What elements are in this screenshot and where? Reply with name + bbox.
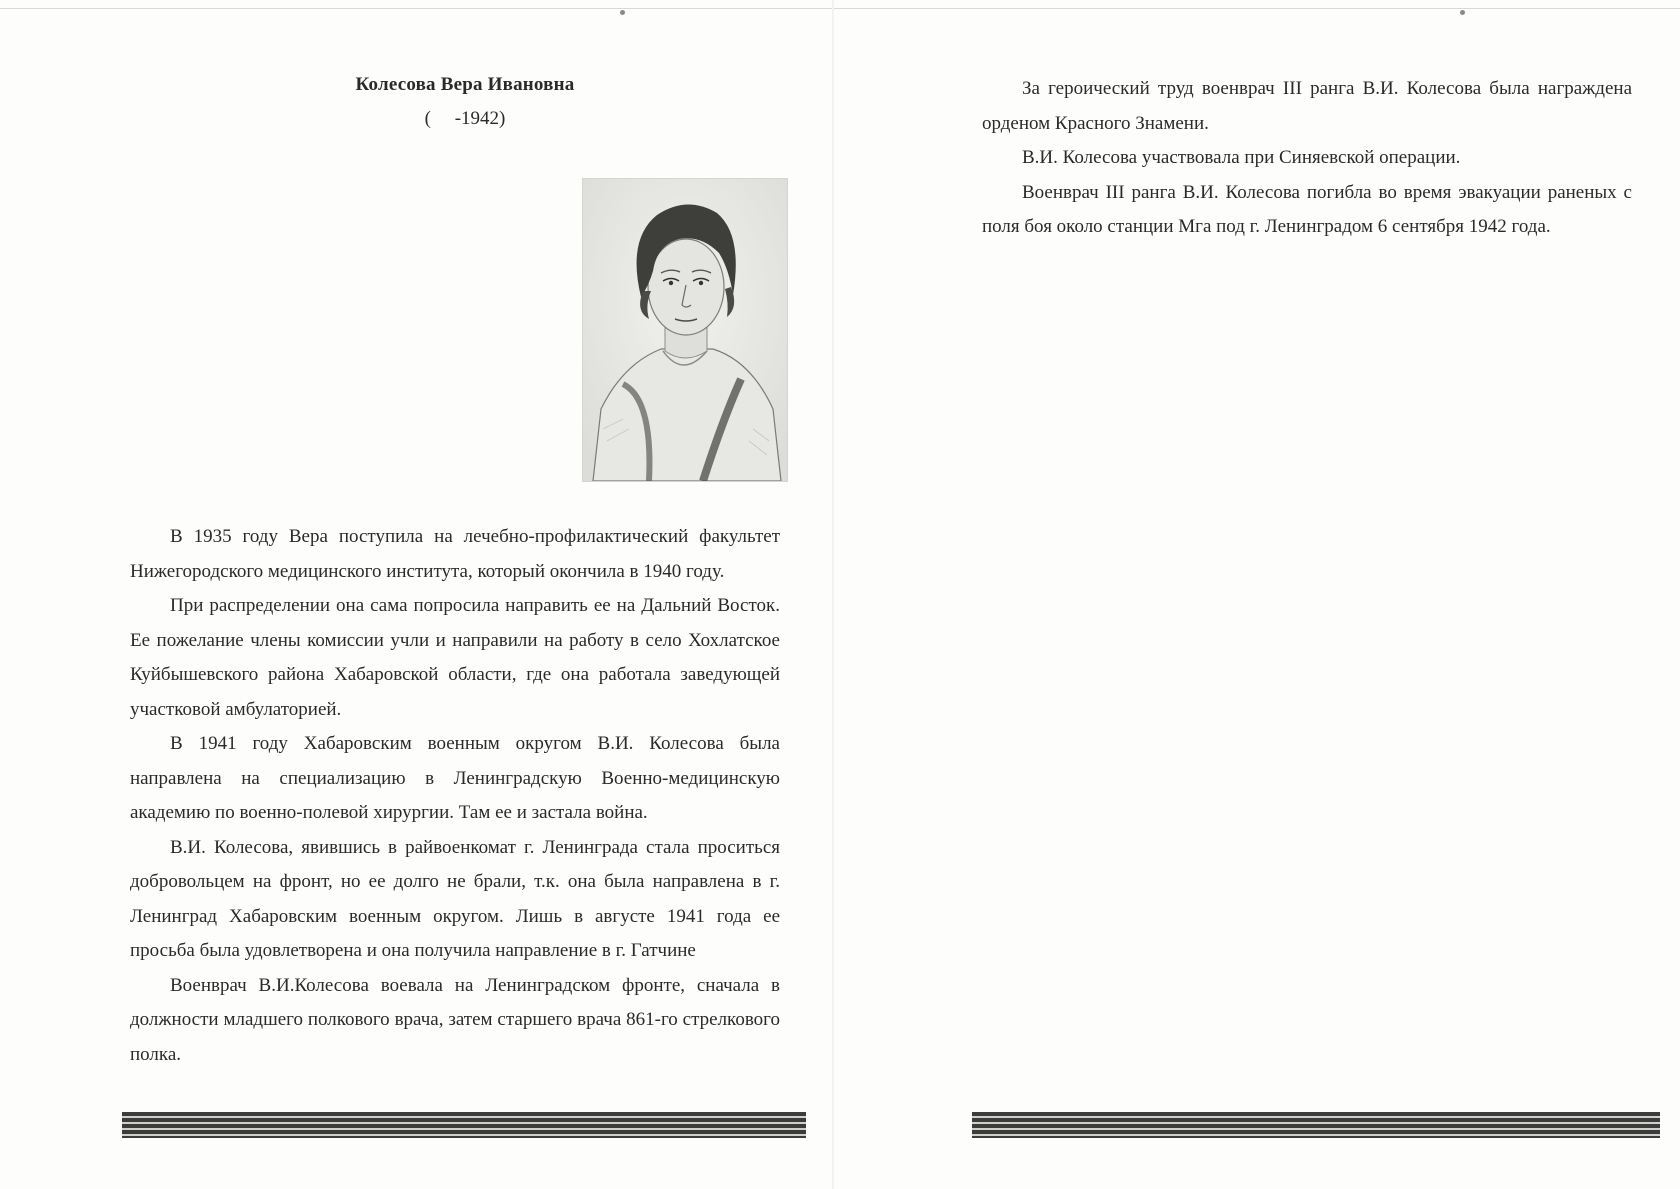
paragraph: Военврач III ранга В.И. Колесова погибла во время эвакуации раненых с поля боя около станции Мга под г. Ленинградом 6 сентября 1942 года. — [982, 181, 1632, 237]
st-george-ribbon-divider — [122, 1112, 806, 1138]
paragraph: В.И. Колесова, явившись в райвоенкомат г. Ленинграда стала проситься добровольцем на фронт, но ее долго не брали, т.к. она была направлена в г. Ленинград Хабаровским военным округом. Лишь в августе 1941 года ее просьба была удовлетворена и она получила направление в г. Гатчине — [130, 836, 780, 961]
paragraph: Военврач В.И.Колесова воевала на Ленинградском фронте, сначала в должности младшего полкового врача, затем старшего врача 861-го стрелкового полка. — [130, 974, 780, 1065]
paragraph: При распределении она сама попросила направить ее на Дальний Восток. Ее пожелание члены комиссии учли и направили на работу в село Хохлатское Куйбышевского района Хабаровской области, где она работала заведующей участковой амбулаторией. — [130, 595, 780, 720]
paragraph: За героический труд военврач III ранга В.И. Колесова была награждена орденом Красного Знамени. — [982, 78, 1632, 134]
person-name-title: Колесова Вера Ивановна — [355, 74, 575, 95]
life-dates: ( -1942) — [424, 108, 506, 129]
paragraph: В 1941 году Хабаровским военным округом В.И. Колесова была направлена на специализацию в Ленинградскую Военно-медицинскую академию по военно-полевой хирургии. Там ее и застала война. — [130, 733, 780, 823]
st-george-ribbon-divider — [972, 1112, 1660, 1138]
paragraph: В 1935 году Вера поступила на лечебно-профилактический факультет Нижегородского медицинского института, который окончила в 1940 году. — [130, 526, 780, 582]
right-page — [834, 0, 1680, 1189]
pencil-portrait-woman-icon — [582, 178, 788, 482]
biography-text-right — [982, 72, 1632, 245]
biography-text-left — [130, 520, 780, 1072]
paragraph: В.И. Колесова участвовала при Синяевской операции. — [1022, 147, 1461, 168]
left-page — [0, 0, 832, 1189]
